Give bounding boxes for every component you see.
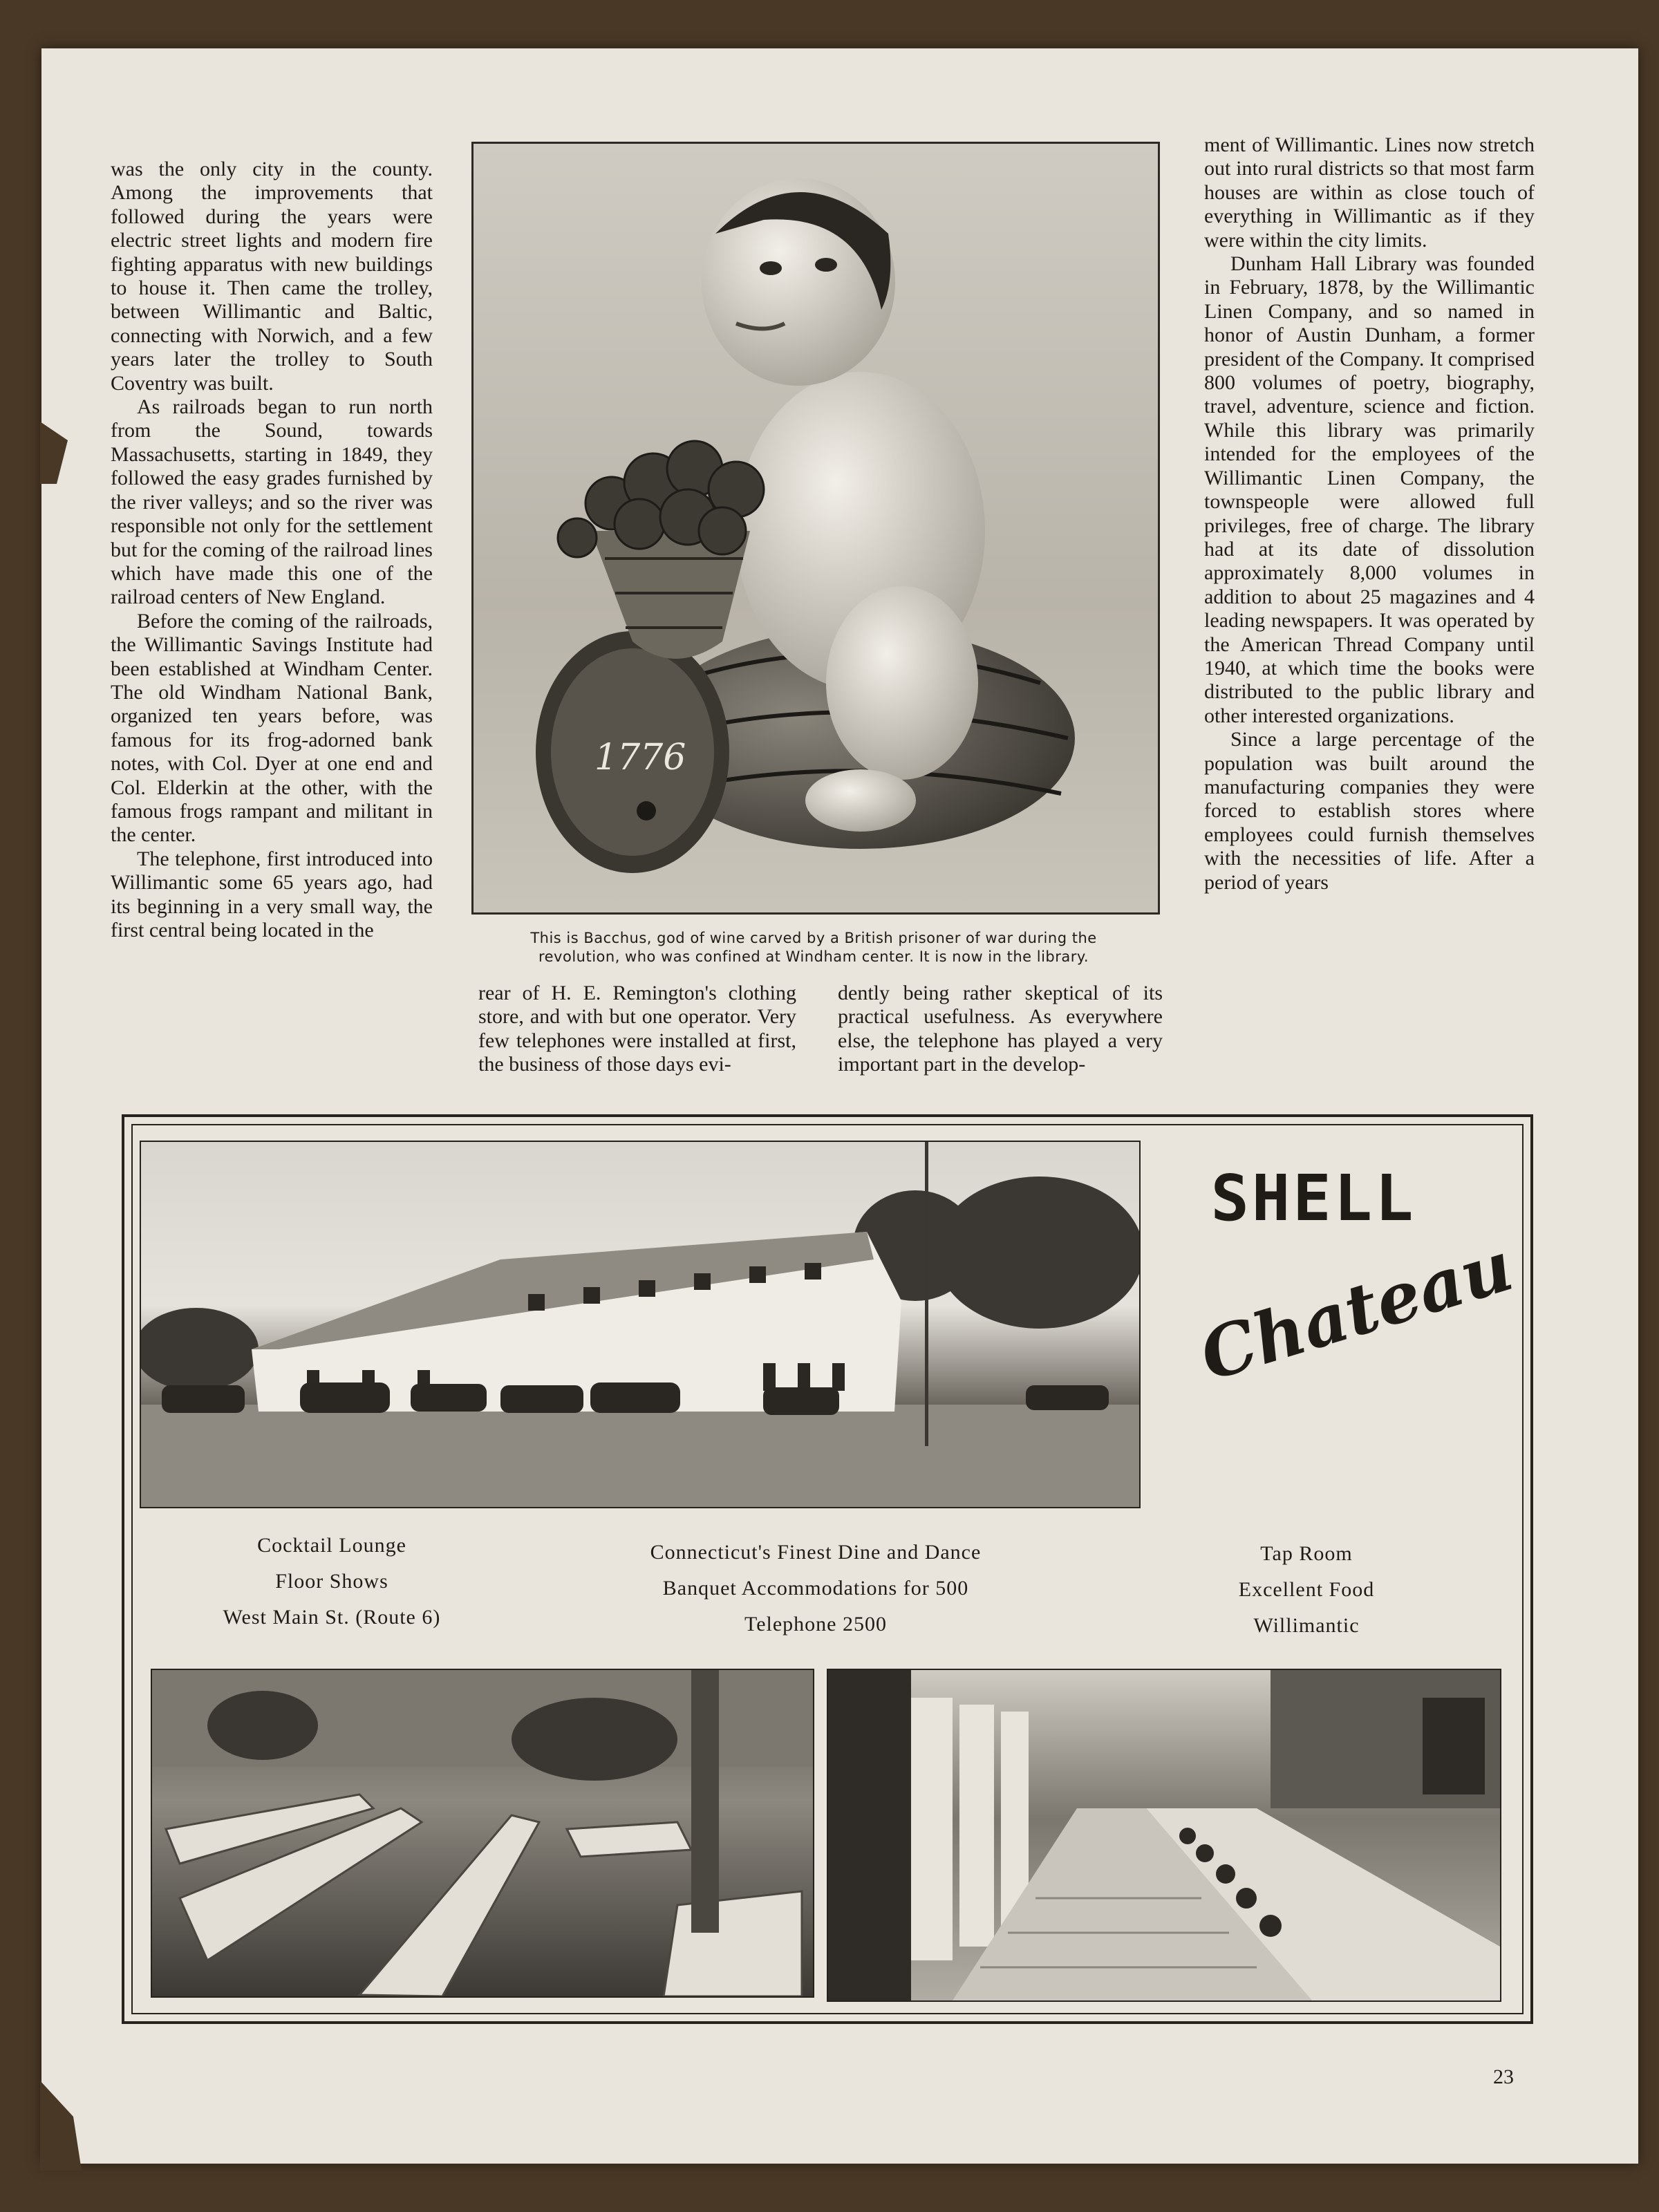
figure-caption	[471, 929, 1156, 966]
torn-edge	[40, 2081, 82, 2171]
article-column-2	[478, 982, 796, 1077]
paragraph: As railroads began to run north from the Sound, towards Massachusetts, starting in 1849, they followed the easy grades furnished by the river valleys; and so the river was responsible not only for the settlement but for the coming of the railroad lines which have made this one of the railroad centers of New England.	[111, 395, 433, 609]
article-column-4	[1204, 133, 1535, 894]
tap-room-bar-photo	[827, 1669, 1501, 2002]
paragraph: Since a large percentage of the population was built around the manufacturing companies they were forced to establish stores where employees could furnish themselves with the necessities of life. After a period of years	[1204, 728, 1535, 894]
paragraph: Before the coming of the railroads, the Willimantic Savings Institute had been established at Windham Center. The old Windham National Bank, organized ten years before, was famous for its frog-adorned bank notes, with Col. Dyer at one end and Col. Elderkin at the other, with the famous frogs rampant and militant in the center.	[111, 609, 433, 847]
bacchus-illustration	[474, 144, 1158, 912]
ad-left-text	[173, 1528, 491, 1635]
paragraph: rear of H. E. Remington's clothing store, and with but one operator. Very few telephones were installed at first, the business of those days evi-	[478, 982, 796, 1076]
article-column-1	[111, 158, 433, 942]
paragraph: The telephone, first introduced into Willimantic some 65 years ago, had its beginning in a very small way, the first central being located in the	[111, 847, 433, 941]
restaurant-exterior-photo	[140, 1141, 1141, 1508]
bacchus-photo	[471, 142, 1160, 915]
torn-edge	[40, 422, 68, 484]
ad-line: Banquet Accommodations for 500	[662, 1577, 969, 1600]
paragraph: ment of Willimantic. Lines now stretch out into rural districts so that most farm houses are within as close touch of everything in Willimantic as if they were within the city limits.	[1204, 133, 1535, 252]
caption-line: revolution, who was confined at Windham center. It is now in the library.	[538, 948, 1089, 965]
chateau-name: Chateau	[1190, 1224, 1522, 1397]
ad-center-text	[594, 1535, 1037, 1642]
building-illustration	[141, 1142, 1139, 1507]
ad-line: Willimantic	[1253, 1614, 1360, 1637]
paragraph: Dunham Hall Library was founded in February, 1878, by the Willimantic Linen Company, and so named in honor of Austin Dunham, a former president of the Company. It comprised 800 volumes of poetry, biography, travel, adventure, science and fiction. While this library was primarily intended for the employees of the Willimantic Linen Company, the townspeople were allowed full privileges, free of charge. The library had at its date of dissolution approximately 8,000 volumes in addition to about 25 magazines and 4 leading newspapers. It was operated by the American Thread Company until 1940, at which time the books were distributed to the public library and other interested organizations.	[1204, 252, 1535, 727]
page-number: 23	[1493, 2065, 1514, 2088]
caption-line: This is Bacchus, god of wine carved by a British prisoner of war during the	[530, 930, 1097, 946]
ad-line: Excellent Food	[1238, 1578, 1375, 1601]
ad-line: Tap Room	[1260, 1542, 1353, 1565]
ad-line: Telephone 2500	[744, 1613, 887, 1635]
ad-line: Connecticut's Finest Dine and Dance	[650, 1541, 982, 1564]
barrel-year: 1776	[594, 737, 686, 778]
paragraph: was the only city in the county. Among the improvements that followed during the years were electric street lights and modern fire fighting apparatus with new buildings to house it. Then came the trolley, between Willimantic and Baltic, connecting with Norwich, and a few years later the trolley to South Coventry was built.	[111, 158, 433, 395]
article-column-3	[838, 982, 1163, 1077]
ad-line: West Main St. (Route 6)	[223, 1606, 441, 1629]
paragraph: dently being rather skeptical of its practical usefulness. As everywhere else, the telephone has played a very important part in the develop-	[838, 982, 1163, 1076]
dining-room-illustration	[152, 1670, 813, 1996]
ad-line: Floor Shows	[275, 1570, 388, 1593]
dining-room-photo	[151, 1669, 814, 1998]
ad-line: Cocktail Lounge	[257, 1534, 406, 1557]
shell-brand: SHELL	[1210, 1161, 1416, 1235]
ad-right-text	[1175, 1536, 1438, 1644]
bar-illustration	[828, 1670, 1500, 2000]
